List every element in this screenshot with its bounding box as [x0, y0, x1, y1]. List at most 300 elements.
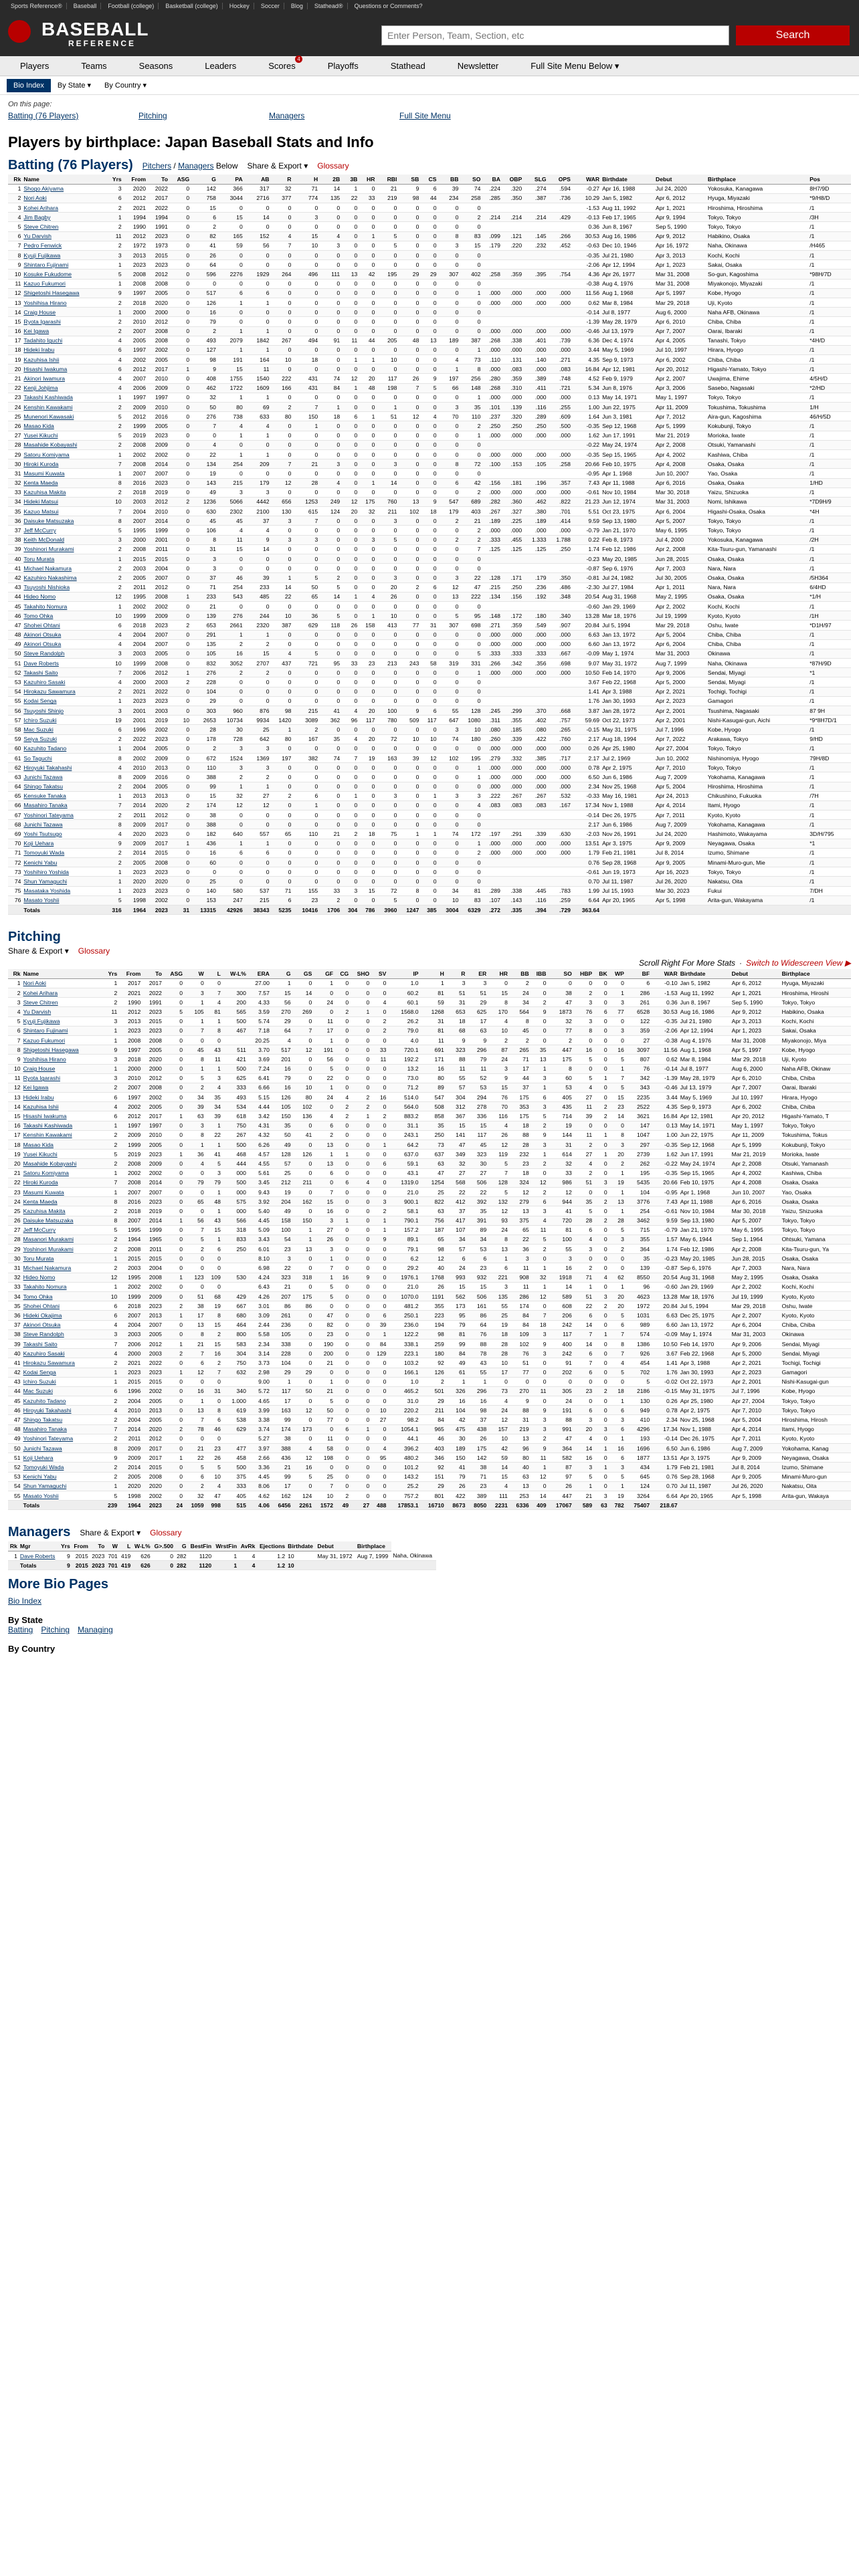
player-name-cell[interactable] [22, 848, 105, 857]
player-name-cell[interactable] [22, 630, 105, 639]
column-header[interactable]: Debut [316, 1541, 355, 1551]
column-header[interactable]: WAR [572, 175, 601, 184]
player-name-cell[interactable] [22, 383, 105, 393]
player-link[interactable]: Shogo Akiyama [23, 185, 64, 193]
player-link[interactable]: Takashi Saito [23, 1340, 58, 1348]
player-link[interactable]: Hirokazu Sawamura [23, 688, 76, 695]
player-name-cell[interactable] [22, 886, 105, 895]
player-name-cell[interactable] [22, 374, 105, 383]
player-link[interactable]: Hiroyuki Takahashi [23, 764, 72, 771]
column-header[interactable]: PA [217, 175, 244, 184]
player-link[interactable]: Jeff McCurry [23, 1226, 56, 1234]
player-link[interactable]: Kenichi Yabu [23, 1473, 57, 1481]
player-name-cell[interactable] [22, 1216, 102, 1225]
player-name-cell[interactable] [22, 1368, 102, 1377]
column-header[interactable]: Debut [731, 969, 781, 978]
player-link[interactable]: Kenji Johjima [23, 385, 58, 392]
player-link[interactable]: Michael Nakamura [23, 1265, 72, 1272]
column-header[interactable]: To [147, 175, 169, 184]
player-name-cell[interactable] [22, 440, 105, 449]
column-header[interactable]: BB [438, 175, 460, 184]
column-header[interactable]: G [175, 1541, 187, 1551]
player-name-cell[interactable] [22, 1406, 102, 1415]
player-name-cell[interactable] [22, 421, 105, 431]
player-name-cell[interactable] [22, 772, 105, 782]
column-header[interactable]: BF [626, 969, 651, 978]
column-header[interactable]: G [191, 175, 217, 184]
player-link[interactable]: Takahito Nomura [23, 1283, 67, 1291]
player-name-cell[interactable] [22, 184, 105, 193]
player-name-cell[interactable] [22, 364, 105, 374]
player-name-cell[interactable] [22, 659, 105, 668]
column-header[interactable]: Name [22, 969, 102, 978]
player-name-cell[interactable] [22, 1396, 102, 1406]
on-this-page-link[interactable]: Full Site Menu [399, 111, 451, 120]
player-name-cell[interactable] [22, 706, 105, 716]
player-link[interactable]: Yoshinori Murakami [23, 546, 74, 553]
player-name-cell[interactable] [22, 260, 105, 270]
player-link[interactable]: Hideki Okajima [23, 1311, 62, 1319]
nav-item[interactable]: Scores 4 [252, 61, 311, 71]
player-name-cell[interactable] [22, 1339, 102, 1348]
player-name-cell[interactable] [22, 839, 105, 848]
player-link[interactable]: Shigetoshi Hasegawa [23, 290, 80, 297]
player-name-cell[interactable] [22, 1463, 102, 1472]
nav-item[interactable]: Playoffs [327, 61, 359, 71]
player-link[interactable]: Tsuyoshi Shinjo [23, 707, 64, 714]
player-link[interactable]: Tomo Ohka [23, 612, 54, 619]
player-name-cell[interactable] [22, 763, 105, 772]
player-name-cell[interactable] [22, 1206, 102, 1216]
player-link[interactable]: Hiroyuki Takahashi [23, 1406, 72, 1414]
player-link[interactable]: Kenshin Kawakami [23, 403, 73, 411]
column-header[interactable]: Yrs [102, 969, 118, 978]
player-link[interactable]: Kodai Senga [23, 697, 57, 705]
site-logo[interactable] [41, 20, 149, 48]
column-header[interactable]: ASG [169, 175, 191, 184]
player-name-cell[interactable] [22, 345, 105, 354]
player-link[interactable]: Mac Suzuki [23, 1388, 53, 1395]
nav-item[interactable]: Seasons [138, 61, 173, 71]
player-link[interactable]: Steve Randolph [23, 1331, 64, 1338]
on-this-page-link[interactable]: Batting (76 Players) [8, 111, 79, 120]
player-name-cell[interactable] [22, 1472, 102, 1481]
player-name-cell[interactable] [22, 696, 105, 706]
column-header[interactable]: OBP [502, 175, 523, 184]
player-link[interactable]: Jim Bagby [23, 213, 51, 221]
player-name-cell[interactable] [22, 1320, 102, 1329]
player-name-cell[interactable] [22, 222, 105, 231]
player-name-cell[interactable] [22, 782, 105, 791]
player-link[interactable]: Kenta Maeda [23, 479, 58, 487]
player-link[interactable]: Dave Roberts [23, 659, 59, 667]
player-name-cell[interactable] [22, 507, 105, 516]
player-link[interactable]: Pedro Fenwick [23, 242, 62, 249]
player-link[interactable]: Kazuhito Tadano [23, 745, 67, 752]
player-link[interactable]: Kohei Arihara [23, 204, 58, 211]
player-name-cell[interactable] [22, 800, 105, 810]
player-link[interactable]: Kazuhito Tadano [23, 1397, 66, 1404]
player-name-cell[interactable] [22, 791, 105, 800]
player-name-cell[interactable] [22, 811, 105, 820]
player-link[interactable]: Kenichi Yabu [23, 859, 58, 866]
player-name-cell[interactable] [22, 1349, 102, 1358]
player-link[interactable]: Ryota Igarashi [23, 1075, 60, 1082]
player-name-cell[interactable] [22, 1093, 102, 1102]
player-link[interactable]: Steve Chitren [23, 223, 59, 231]
player-link[interactable]: Yoshinori Murakami [23, 1245, 74, 1253]
topbar-link[interactable]: Questions or Comments? [354, 3, 423, 9]
topbar-link[interactable]: Sports Reference® [7, 3, 67, 9]
player-name-cell[interactable] [22, 193, 105, 203]
player-name-cell[interactable] [22, 478, 105, 488]
player-link[interactable]: Kei Igawa [23, 1084, 49, 1091]
player-name-cell[interactable] [22, 858, 105, 867]
player-link[interactable]: Steve Randolph [23, 650, 65, 657]
player-name-cell[interactable] [22, 1235, 102, 1244]
column-header[interactable]: R [271, 175, 293, 184]
player-link[interactable]: Shingo Takatsu [23, 1416, 63, 1424]
player-name-cell[interactable] [22, 231, 105, 241]
player-name-cell[interactable] [22, 998, 102, 1007]
player-link[interactable]: Kensuke Tanaka [23, 792, 66, 800]
pitching-glossary-link[interactable]: Glossary [78, 946, 110, 956]
column-header[interactable]: SV [371, 969, 387, 978]
player-link[interactable]: Akinori Iwamura [23, 375, 65, 383]
player-name-cell[interactable] [22, 288, 105, 298]
column-header[interactable]: HR [488, 969, 509, 978]
column-header[interactable]: Birthdate [679, 969, 731, 978]
player-link[interactable]: Masahiro Tanaka [23, 802, 68, 809]
subnav-item[interactable]: Bio Index [7, 79, 51, 92]
player-link[interactable]: Shingo Takatsu [23, 783, 63, 790]
column-header[interactable]: 3B [341, 175, 359, 184]
player-name-cell[interactable] [22, 564, 105, 573]
search-button[interactable]: Search [736, 25, 850, 45]
column-header[interactable]: SB [398, 175, 420, 184]
player-name-cell[interactable] [22, 213, 105, 222]
column-header[interactable]: Ejections [256, 1541, 286, 1551]
player-link[interactable]: Satoru Komiyama [23, 451, 70, 458]
player-name-cell[interactable] [22, 649, 105, 658]
column-header[interactable]: G>.500 [152, 1541, 175, 1551]
column-header[interactable]: BB [509, 969, 531, 978]
column-header[interactable]: GF [313, 969, 335, 978]
topbar-link[interactable]: Football (college) [104, 3, 159, 9]
player-link[interactable]: Masao Kida [23, 422, 54, 429]
player-name-cell[interactable] [22, 867, 105, 877]
column-header[interactable]: Rk [8, 175, 22, 184]
player-link[interactable]: Kenta Maeda [23, 1198, 58, 1205]
player-link[interactable]: Shohei Ohtani [23, 1302, 60, 1309]
player-link[interactable]: Hisashi Iwakuma [23, 1113, 67, 1120]
player-link[interactable]: Yusei Kikuchi [23, 432, 58, 439]
column-header[interactable]: Birthdate [286, 1541, 316, 1551]
column-header[interactable]: GS [292, 969, 314, 978]
player-name-cell[interactable] [22, 459, 105, 469]
player-link[interactable]: So Taguchi [23, 754, 52, 762]
player-name-cell[interactable] [22, 535, 105, 544]
column-header[interactable]: H [420, 969, 446, 978]
player-name-cell[interactable] [22, 251, 105, 260]
column-header[interactable]: Yrs [59, 1541, 72, 1551]
batting-glossary-link[interactable]: Glossary [317, 160, 349, 171]
player-name-cell[interactable] [22, 497, 105, 506]
by-state-link[interactable]: Pitching [41, 1625, 70, 1635]
player-name-cell[interactable] [22, 488, 105, 497]
player-name-cell[interactable] [22, 611, 105, 621]
nav-item[interactable]: Stathead [390, 61, 425, 71]
column-header[interactable]: BA [482, 175, 502, 184]
player-name-cell[interactable] [22, 1301, 102, 1311]
player-link[interactable]: Masanori Murakami [23, 1236, 74, 1243]
player-link[interactable]: Koji Uehara [23, 840, 54, 847]
player-name-cell[interactable] [22, 1187, 102, 1196]
nav-item[interactable]: Players [20, 61, 50, 71]
column-header[interactable]: ASG [163, 969, 184, 978]
player-name-cell[interactable] [22, 978, 102, 988]
player-name-cell[interactable] [22, 412, 105, 421]
player-name-cell[interactable] [22, 1150, 102, 1159]
player-name-cell[interactable] [22, 1197, 102, 1206]
player-name-cell[interactable] [22, 829, 105, 839]
player-name-cell[interactable] [22, 1377, 102, 1386]
player-link[interactable]: Kyuji Fujikawa [23, 251, 61, 259]
column-header[interactable]: From [118, 969, 142, 978]
player-name-cell[interactable] [22, 753, 105, 762]
player-link[interactable]: Hideo Nomo [23, 1274, 56, 1281]
player-name-cell[interactable] [22, 317, 105, 326]
player-name-cell[interactable] [22, 1358, 102, 1368]
column-header[interactable]: W-L% [222, 969, 248, 978]
player-name-cell[interactable] [22, 1111, 102, 1121]
player-link[interactable]: Jeff McCurry [23, 527, 56, 534]
player-name-cell[interactable] [22, 1130, 102, 1140]
column-header[interactable]: BestFin [188, 1541, 213, 1551]
column-header[interactable]: SHO [350, 969, 371, 978]
pitching-share-export[interactable]: Share & Export ▾ [8, 946, 69, 956]
player-link[interactable]: Kei Igawa [23, 328, 50, 335]
player-link[interactable]: Hirokazu Sawamura [23, 1359, 75, 1366]
player-name-cell[interactable] [22, 1424, 102, 1434]
bio-index-link[interactable]: Bio Index [8, 1596, 42, 1606]
player-name-cell[interactable] [22, 270, 105, 279]
player-link[interactable]: Hiroki Kuroda [23, 1179, 58, 1186]
column-header[interactable]: CG [335, 969, 350, 978]
player-link[interactable]: Shintaro Fujinami [23, 1027, 68, 1035]
player-name-cell[interactable] [22, 326, 105, 336]
player-name-cell[interactable] [22, 403, 105, 412]
player-link[interactable]: Masataka Yoshida [23, 887, 71, 895]
player-name-cell[interactable] [22, 1415, 102, 1424]
player-name-cell[interactable] [22, 449, 105, 459]
column-header[interactable]: SO [460, 175, 482, 184]
player-name-cell[interactable] [22, 1225, 102, 1235]
player-link[interactable]: Michael Nakamura [23, 564, 72, 572]
player-link[interactable]: Junichi Tazawa [23, 821, 63, 828]
by-state-link[interactable]: Batting [8, 1625, 33, 1635]
player-link[interactable]: Kazuo Fukumori [23, 280, 66, 288]
player-link[interactable]: Tadahito Iguchi [23, 337, 63, 344]
player-link[interactable]: Toru Murata [23, 555, 55, 562]
column-header[interactable]: AvRk [238, 1541, 256, 1551]
player-link[interactable]: Hideki Irabu [23, 346, 55, 354]
player-name-cell[interactable] [22, 393, 105, 402]
player-name-cell[interactable] [22, 1444, 102, 1453]
player-link[interactable]: Masato Yoshii [23, 1492, 59, 1499]
player-link[interactable]: Hiroki Kuroda [23, 460, 59, 467]
on-this-page-link[interactable]: Managers [269, 111, 305, 120]
player-name-cell[interactable] [22, 1083, 102, 1092]
managers-link[interactable]: Managers [178, 160, 214, 171]
player-link[interactable]: Yoshinori Tateyama [23, 1435, 74, 1442]
player-link[interactable]: Satoru Komiyama [23, 1170, 69, 1177]
column-header[interactable]: ERA [248, 969, 271, 978]
nav-item[interactable]: Leaders [205, 61, 237, 71]
player-name-cell[interactable] [22, 1035, 102, 1045]
player-link[interactable]: Daisuke Matsuzaka [23, 517, 74, 524]
subnav-item[interactable]: By State ▾ [57, 82, 92, 90]
column-header[interactable]: Birthplace [356, 1541, 391, 1551]
player-name-cell[interactable] [22, 582, 105, 592]
column-header[interactable]: Mgr [19, 1541, 59, 1551]
column-header[interactable]: Birthplace [706, 175, 808, 184]
player-name-cell[interactable] [22, 526, 105, 535]
player-name-cell[interactable] [22, 621, 105, 630]
player-link[interactable]: Toru Murata [23, 1255, 54, 1262]
column-header[interactable]: IP [387, 969, 419, 978]
nav-item[interactable]: Newsletter [457, 61, 499, 71]
player-link[interactable]: Masahide Kobayashi [23, 1160, 77, 1167]
column-header[interactable]: To [142, 969, 163, 978]
column-header[interactable]: WAR [651, 969, 679, 978]
column-header[interactable]: HBP [573, 969, 593, 978]
player-link[interactable]: Kazuhiro Sasaki [23, 679, 66, 686]
player-link[interactable]: Yoshi Tsutsugo [23, 831, 62, 838]
column-header[interactable]: Pos [808, 175, 851, 184]
player-name-cell[interactable] [22, 1178, 102, 1187]
column-header[interactable]: Name [22, 175, 105, 184]
player-name-cell[interactable] [22, 895, 105, 905]
player-name-cell[interactable] [22, 988, 102, 998]
player-name-cell[interactable] [22, 601, 105, 611]
player-name-cell[interactable] [22, 1434, 102, 1443]
column-header[interactable]: W [106, 1541, 118, 1551]
column-header[interactable]: OPS [548, 175, 572, 184]
player-name-cell[interactable] [22, 1292, 102, 1301]
player-link[interactable]: Yu Darvish [23, 1008, 52, 1015]
player-link[interactable]: Akinori Otsuka [23, 641, 62, 648]
player-link[interactable]: Kazuhiro Nakashima [23, 574, 77, 581]
player-name-cell[interactable] [22, 355, 105, 364]
column-header[interactable]: Yrs [106, 175, 123, 184]
player-link[interactable]: Kyuji Fujikawa [23, 1018, 60, 1025]
column-header[interactable]: H [292, 175, 319, 184]
player-link[interactable]: Masato Yoshii [23, 897, 60, 904]
player-name-cell[interactable] [22, 1311, 102, 1320]
on-this-page-link[interactable]: Pitching [138, 111, 167, 120]
column-header[interactable]: L [205, 969, 222, 978]
column-header[interactable]: IBB [531, 969, 548, 978]
player-link[interactable]: Yoshinori Tateyama [23, 811, 74, 819]
column-header[interactable]: Rk [8, 1541, 19, 1551]
player-name-cell[interactable] [22, 1159, 102, 1168]
player-link[interactable]: Koji Uehara [23, 1454, 54, 1461]
player-name-cell[interactable] [22, 744, 105, 753]
player-name-cell[interactable] [22, 1007, 102, 1016]
player-link[interactable]: Hideki Matsui [23, 498, 58, 506]
column-header[interactable]: Rk [8, 969, 22, 978]
column-header[interactable]: R [446, 969, 467, 978]
column-header[interactable]: 2B [319, 175, 341, 184]
player-link[interactable]: Seiya Suzuki [23, 736, 58, 743]
player-link[interactable]: Kazuhisa Makita [23, 489, 66, 496]
player-link[interactable]: Takashi Saito [23, 669, 58, 676]
player-name-cell[interactable] [22, 677, 105, 687]
topbar-link[interactable]: Stathead® [310, 3, 348, 9]
player-link[interactable]: Hideo Nomo [23, 593, 56, 601]
player-name-cell[interactable] [22, 1386, 102, 1396]
player-name-cell[interactable] [22, 592, 105, 601]
managers-share-export[interactable]: Share & Export ▾ [80, 1527, 141, 1537]
player-name-cell[interactable] [22, 668, 105, 677]
player-link[interactable]: Kodai Senga [23, 1369, 56, 1376]
column-header[interactable]: From [123, 175, 147, 184]
player-link[interactable]: Shun Yamaguchi [23, 1483, 67, 1490]
column-header[interactable]: W [184, 969, 205, 978]
player-name-cell[interactable] [22, 1273, 102, 1282]
player-link[interactable]: Dave Roberts [19, 1552, 56, 1560]
player-name-cell[interactable] [22, 639, 105, 649]
column-header[interactable]: L [119, 1541, 132, 1551]
player-name-cell[interactable] [22, 336, 105, 345]
player-name-cell[interactable] [22, 1282, 102, 1291]
column-header[interactable]: HR [359, 175, 376, 184]
topbar-link[interactable]: Blog [287, 3, 308, 9]
topbar-link[interactable]: Baseball [70, 3, 102, 9]
player-link[interactable]: Yu Darvish [23, 233, 52, 240]
column-header[interactable]: CS [420, 175, 438, 184]
widescreen-link[interactable]: Switch to Widescreen View ▶ [746, 958, 851, 968]
player-link[interactable]: Yusei Kikuchi [23, 1150, 58, 1158]
player-name-cell[interactable] [22, 1026, 102, 1035]
player-link[interactable]: Masahiro Tanaka [23, 1426, 67, 1433]
player-name-cell[interactable] [22, 298, 105, 307]
player-link[interactable]: Steve Chitren [23, 998, 58, 1006]
column-header[interactable]: AB [244, 175, 271, 184]
topbar-link[interactable]: Hockey [225, 3, 254, 9]
batting-share-export[interactable]: Share & Export ▾ [247, 160, 308, 171]
player-name-cell[interactable] [22, 1121, 102, 1130]
pitchers-link[interactable]: Pitchers [142, 160, 172, 171]
player-link[interactable]: Kazuhisa Ishii [23, 356, 60, 363]
player-name-cell[interactable] [22, 1254, 102, 1263]
player-name-cell[interactable] [22, 1045, 102, 1055]
player-link[interactable]: Craig House [23, 1065, 56, 1073]
player-link[interactable]: Hisashi Iwakuma [23, 365, 68, 372]
column-header[interactable]: Birthdate [601, 175, 654, 184]
column-header[interactable]: WP [609, 969, 626, 978]
player-link[interactable]: Takashi Kashiwada [23, 394, 73, 401]
player-link[interactable]: Ichiro Suzuki [23, 716, 57, 724]
player-name-cell[interactable] [22, 516, 105, 526]
player-name-cell[interactable] [22, 1016, 102, 1026]
player-link[interactable]: Nori Aoki [23, 980, 46, 987]
player-link[interactable]: Tsuyoshi Nishioka [23, 584, 70, 591]
player-name-cell[interactable] [22, 1140, 102, 1150]
column-header[interactable]: G [271, 969, 292, 978]
player-link[interactable]: Takashi Kashiwada [23, 1122, 73, 1130]
